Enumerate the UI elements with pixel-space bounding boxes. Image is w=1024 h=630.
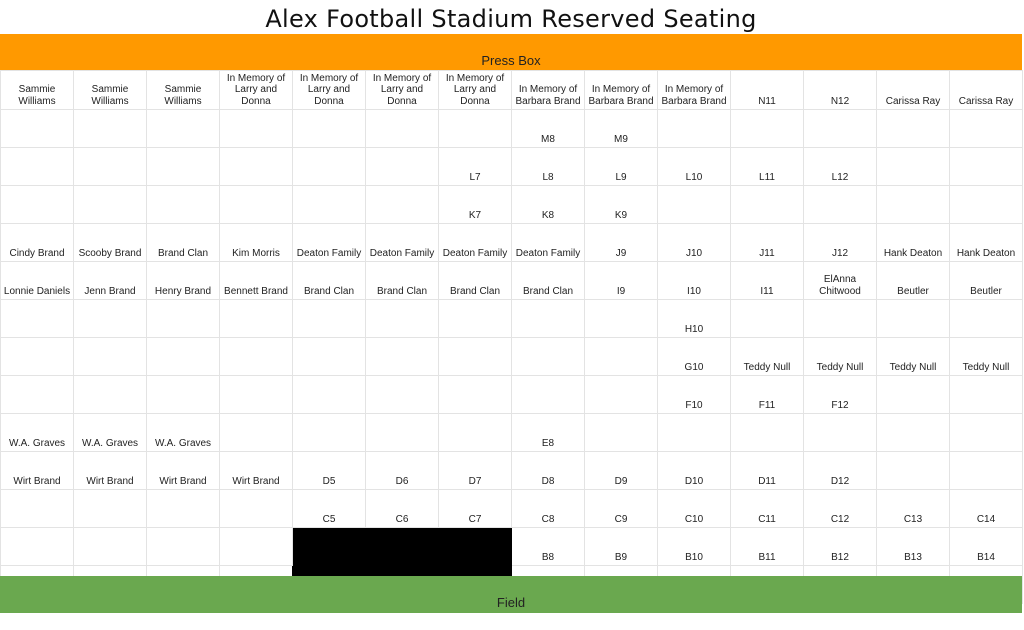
seat-cell: L9 xyxy=(585,148,658,186)
seat-cell xyxy=(877,452,950,490)
seat-cell: M9 xyxy=(585,110,658,148)
seat-cell: Henry Brand xyxy=(147,262,220,300)
seat-cell xyxy=(220,300,293,338)
seat-cell: C9 xyxy=(585,490,658,528)
seat-cell xyxy=(658,110,731,148)
seat-cell xyxy=(366,186,439,224)
seat-cell: G10 xyxy=(658,338,731,376)
seat-cell xyxy=(74,376,147,414)
seat-cell: Wirt Brand xyxy=(1,452,74,490)
seat-cell: I10 xyxy=(658,262,731,300)
seat-cell: Teddy Null xyxy=(950,338,1023,376)
seat-cell: In Memory of Barbara Brand xyxy=(585,71,658,110)
seat-cell xyxy=(1,376,74,414)
seat-cell: Deaton Family xyxy=(439,224,512,262)
seat-cell: M8 xyxy=(512,110,585,148)
seat-cell: In Memory of Barbara Brand xyxy=(512,71,585,110)
seat-cell xyxy=(220,338,293,376)
seat-cell xyxy=(293,376,366,414)
seat-row xyxy=(1,186,1023,224)
seat-cell xyxy=(950,186,1023,224)
seat-row xyxy=(1,148,1023,186)
seat-cell xyxy=(147,148,220,186)
seat-cell xyxy=(220,414,293,452)
seat-cell: In Memory of Larry and Donna xyxy=(366,71,439,110)
seat-cell: In Memory of Larry and Donna xyxy=(220,71,293,110)
seat-cell xyxy=(293,300,366,338)
seat-cell: K8 xyxy=(512,186,585,224)
seat-cell: Teddy Null xyxy=(877,338,950,376)
seat-cell: I9 xyxy=(585,262,658,300)
seat-cell: C11 xyxy=(731,490,804,528)
seat-cell: Lonnie Daniels xyxy=(1,262,74,300)
seat-cell: B10 xyxy=(658,528,731,566)
seat-cell: B9 xyxy=(585,528,658,566)
seat-cell: Wirt Brand xyxy=(147,452,220,490)
seat-cell xyxy=(74,186,147,224)
seat-cell: Brand Clan xyxy=(147,224,220,262)
seat-cell: Brand Clan xyxy=(439,262,512,300)
seat-cell: F10 xyxy=(658,376,731,414)
seat-cell xyxy=(1,186,74,224)
seat-cell xyxy=(1,148,74,186)
seat-row xyxy=(1,338,1023,376)
seat-cell: N12 xyxy=(804,71,877,110)
seat-cell xyxy=(147,300,220,338)
seat-cell xyxy=(366,148,439,186)
seat-cell: ElAnna Chitwood xyxy=(804,262,877,300)
seat-cell xyxy=(147,186,220,224)
seat-cell xyxy=(147,490,220,528)
seat-cell xyxy=(804,300,877,338)
seat-cell xyxy=(366,300,439,338)
seat-cell: In Memory of Larry and Donna xyxy=(439,71,512,110)
seat-cell: Hank Deaton xyxy=(950,224,1023,262)
seat-cell xyxy=(877,414,950,452)
seat-cell xyxy=(512,376,585,414)
seat-cell xyxy=(877,300,950,338)
seat-cell xyxy=(1,338,74,376)
seat-row xyxy=(1,110,1023,148)
seat-cell: I11 xyxy=(731,262,804,300)
seat-cell xyxy=(585,338,658,376)
seat-cell xyxy=(512,300,585,338)
seat-cell: L12 xyxy=(804,148,877,186)
seat-cell: D7 xyxy=(439,452,512,490)
seat-cell: C12 xyxy=(804,490,877,528)
seat-cell xyxy=(877,148,950,186)
seat-cell: K7 xyxy=(439,186,512,224)
seat-cell: C14 xyxy=(950,490,1023,528)
seat-cell: Beutler xyxy=(950,262,1023,300)
seat-cell: C6 xyxy=(366,490,439,528)
seat-row xyxy=(1,452,1023,490)
seat-cell: Wirt Brand xyxy=(220,452,293,490)
seat-cell xyxy=(731,414,804,452)
seat-cell: Teddy Null xyxy=(731,338,804,376)
seat-cell: D5 xyxy=(293,452,366,490)
seat-cell: D12 xyxy=(804,452,877,490)
seat-cell: L11 xyxy=(731,148,804,186)
seat-cell xyxy=(950,110,1023,148)
seat-cell xyxy=(293,110,366,148)
seat-cell: B8 xyxy=(512,528,585,566)
seat-cell xyxy=(366,110,439,148)
seat-cell: J10 xyxy=(658,224,731,262)
seat-cell xyxy=(147,376,220,414)
seat-cell xyxy=(585,414,658,452)
seat-cell xyxy=(74,110,147,148)
seat-cell: L8 xyxy=(512,148,585,186)
seat-cell: Bennett Brand xyxy=(220,262,293,300)
seat-cell xyxy=(366,414,439,452)
seat-cell xyxy=(74,148,147,186)
seat-cell xyxy=(877,110,950,148)
seat-cell: In Memory of Barbara Brand xyxy=(658,71,731,110)
seat-cell xyxy=(147,528,220,566)
page-title: Alex Football Stadium Reserved Seating xyxy=(265,5,757,33)
seat-cell xyxy=(366,338,439,376)
seat-row xyxy=(1,262,1023,300)
seat-row xyxy=(1,528,1023,566)
seat-cell xyxy=(1,490,74,528)
seat-row xyxy=(1,490,1023,528)
seat-row xyxy=(1,224,1023,262)
seat-cell: E8 xyxy=(512,414,585,452)
seat-cell: Cindy Brand xyxy=(1,224,74,262)
seat-cell xyxy=(293,148,366,186)
seat-row xyxy=(1,71,1023,110)
seat-cell xyxy=(1,528,74,566)
seat-cell xyxy=(366,376,439,414)
seat-cell xyxy=(877,376,950,414)
seat-cell xyxy=(877,186,950,224)
seat-cell xyxy=(950,148,1023,186)
seat-cell xyxy=(1,300,74,338)
seat-cell xyxy=(220,186,293,224)
seat-cell: C5 xyxy=(293,490,366,528)
seat-cell: Brand Clan xyxy=(293,262,366,300)
seat-cell xyxy=(439,376,512,414)
seat-cell: Hank Deaton xyxy=(877,224,950,262)
seat-cell xyxy=(220,528,293,566)
seat-cell xyxy=(220,148,293,186)
seat-cell: D9 xyxy=(585,452,658,490)
seat-cell: B11 xyxy=(731,528,804,566)
seat-cell: B14 xyxy=(950,528,1023,566)
seat-cell xyxy=(950,452,1023,490)
seat-cell: Wirt Brand xyxy=(74,452,147,490)
seat-cell: W.A. Graves xyxy=(74,414,147,452)
seat-cell xyxy=(74,300,147,338)
seat-cell: D11 xyxy=(731,452,804,490)
seat-cell: B12 xyxy=(804,528,877,566)
seat-row xyxy=(1,376,1023,414)
press-box-banner: Press Box xyxy=(0,34,1022,70)
seat-cell: Carissa Ray xyxy=(950,71,1023,110)
seat-row xyxy=(1,414,1023,452)
seat-cell xyxy=(731,186,804,224)
seat-cell xyxy=(439,338,512,376)
seat-cell xyxy=(439,414,512,452)
seat-cell: K9 xyxy=(585,186,658,224)
seat-cell: Deaton Family xyxy=(293,224,366,262)
seating-grid xyxy=(0,70,1023,604)
seat-cell: B13 xyxy=(877,528,950,566)
seat-cell: Deaton Family xyxy=(366,224,439,262)
seat-cell xyxy=(804,110,877,148)
seat-cell xyxy=(74,490,147,528)
seat-cell xyxy=(804,186,877,224)
seat-cell xyxy=(731,110,804,148)
seat-cell: Beutler xyxy=(877,262,950,300)
seat-cell xyxy=(220,376,293,414)
seat-cell: Kim Morris xyxy=(220,224,293,262)
seat-cell xyxy=(658,186,731,224)
seat-cell xyxy=(293,186,366,224)
seat-cell xyxy=(74,338,147,376)
seat-row xyxy=(1,300,1023,338)
seat-cell xyxy=(512,338,585,376)
seat-cell xyxy=(585,300,658,338)
seat-cell: Jenn Brand xyxy=(74,262,147,300)
seat-cell xyxy=(950,376,1023,414)
seat-cell: W.A. Graves xyxy=(1,414,74,452)
seat-cell xyxy=(658,414,731,452)
seat-cell: J9 xyxy=(585,224,658,262)
seat-cell xyxy=(147,110,220,148)
seat-cell: W.A. Graves xyxy=(147,414,220,452)
seat-cell xyxy=(731,300,804,338)
seat-cell xyxy=(220,110,293,148)
seat-cell: C8 xyxy=(512,490,585,528)
seat-cell: Deaton Family xyxy=(512,224,585,262)
seat-cell: L10 xyxy=(658,148,731,186)
seat-cell xyxy=(147,338,220,376)
seat-cell: Carissa Ray xyxy=(877,71,950,110)
seat-cell: N11 xyxy=(731,71,804,110)
seat-cell xyxy=(1,110,74,148)
seat-cell xyxy=(950,300,1023,338)
seat-cell xyxy=(293,338,366,376)
seat-cell: Sammie Williams xyxy=(74,71,147,110)
seat-cell: F11 xyxy=(731,376,804,414)
seat-cell xyxy=(585,376,658,414)
seat-cell xyxy=(950,414,1023,452)
seat-cell: Scooby Brand xyxy=(74,224,147,262)
seat-cell: C13 xyxy=(877,490,950,528)
seat-cell xyxy=(804,414,877,452)
seat-cell: Brand Clan xyxy=(512,262,585,300)
seat-cell: J11 xyxy=(731,224,804,262)
seat-cell xyxy=(439,110,512,148)
seat-cell: D6 xyxy=(366,452,439,490)
seat-cell: C10 xyxy=(658,490,731,528)
seat-cell: C7 xyxy=(439,490,512,528)
seat-cell: H10 xyxy=(658,300,731,338)
seat-cell xyxy=(293,414,366,452)
seat-cell: In Memory of Larry and Donna xyxy=(293,71,366,110)
seat-cell xyxy=(74,528,147,566)
seat-cell: L7 xyxy=(439,148,512,186)
seat-cell: J12 xyxy=(804,224,877,262)
field-banner: Field xyxy=(0,576,1022,613)
seat-cell xyxy=(439,300,512,338)
seat-cell: Sammie Williams xyxy=(1,71,74,110)
seat-cell: Teddy Null xyxy=(804,338,877,376)
seat-cell: Sammie Williams xyxy=(147,71,220,110)
seat-cell: D10 xyxy=(658,452,731,490)
seat-cell: D8 xyxy=(512,452,585,490)
seat-cell: Brand Clan xyxy=(366,262,439,300)
seat-cell xyxy=(220,490,293,528)
seat-cell: F12 xyxy=(804,376,877,414)
